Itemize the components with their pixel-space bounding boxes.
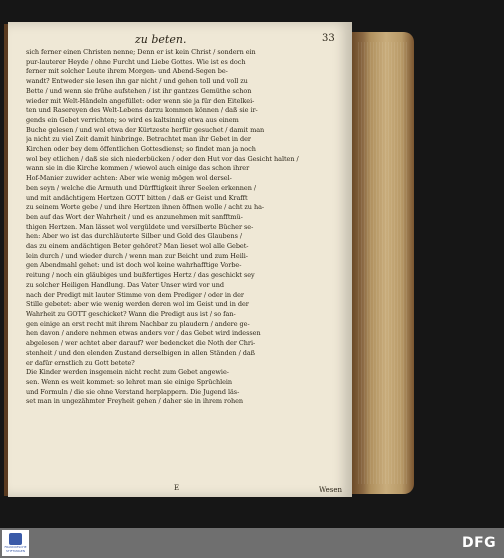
text-line: und mit andächtigem Hertzen GOTT bitten / daß er Geist und Krafft (26, 193, 248, 202)
signature-mark: E (174, 484, 180, 492)
text-line: lein durch / und wieder durch / wenn man zur Beicht und zum Heili- (26, 251, 248, 260)
text-line: Buche gelesen / und wol etwa der Kürtzeste herfür gesuchet / damit man (26, 125, 265, 134)
text-line: hen: Aber wo ist das durchläuterte Silber und Gold des Glaubens / (26, 232, 243, 241)
dfg-logo[interactable]: DFG (462, 535, 497, 551)
text-line: hen davon / andere nehmen etwas anders vor / das Gebet wird indessen (26, 329, 261, 338)
book-page-edges (352, 32, 414, 494)
text-line: das zu einem andächtigen Beter gehöret? Man lieset wol alle Gebet- (26, 242, 249, 251)
text-line: ten und Rasereyen des Welt-Lebens darzu kommen können / daß sie ir- (26, 106, 258, 115)
text-line: Die Kinder werden insgemein nicht recht zum Gebet angewie- (26, 368, 229, 377)
page-number: 33 (322, 33, 335, 44)
text-line: und Formuln / die sie ohne Verstand herplappern. Die Jugend läs- (26, 387, 240, 396)
text-line: abgelesen / wer achtet aber darauf? wer bedencket die Noth der Chri- (26, 339, 256, 348)
text-line: sich ferner einen Christen nenne; Denn er ist kein Christ / sondern ein (26, 48, 256, 56)
text-line: stenheit / und den elenden Zustand derselbigen in allen Ständen / daß (26, 348, 255, 357)
text-line: pur-lauterer Heyde / ohne Furcht und Liebe Gottes. Wie ist es doch (26, 57, 246, 66)
text-line: wol bey etlichen / daß sie sich niederbücken / oder den Hut vor das Gesicht halten / (26, 154, 299, 163)
text-line: ben auf das Wort der Wahrheit / und es anzunehmen mit sanfftmü- (26, 212, 243, 221)
text-line: nach der Predigt mit lauter Stimme von dem Prediger / oder in der (26, 290, 244, 299)
text-line: Wahrheit zu GOTT geschicket? Wann die Predigt aus ist / so fan- (26, 309, 236, 318)
text-line: reitung / noch ein gläubiges und bußfertiges Hertz / das geschickt sey (26, 271, 255, 280)
text-line: ferner mit solcher Leute ihrem Morgen- und Abend-Segen be- (26, 67, 228, 76)
text-line: er dafür ernstlich zu Gott betete? (26, 358, 135, 367)
text-line: set man in ungezähmter Freyheit gehen / daher sie in ihrem rohen (26, 397, 244, 406)
text-line: wandt? Entweder sie lesen ihn gar nicht / und gehen toll und voll zu (26, 77, 248, 86)
logo-text: FRANCKESCHE STIFTUNGEN (4, 545, 27, 553)
running-head: zu beten. (135, 33, 187, 46)
text-line: thigen Hertzen. Man lässet wol vergüldete und versilberte Bücher se- (26, 222, 254, 231)
text-line: gends ein Gebet verrichten; so wird es kaltsinnig etwa aus einem (26, 115, 239, 124)
text-line: ja nicht zu viel Zeit damit hinbringe. Betrachtet man ihr Gebet in der (26, 135, 251, 144)
text-line: wieder mit Welt-Händeln angefüllet: oder wenn sie ja für den Eitelkei- (26, 96, 255, 105)
footer-bar (0, 528, 504, 558)
institution-logo[interactable] (2, 530, 29, 556)
text-line: Hof-Manier zuwider achten: Aber wie wenig mögen wol dersel- (26, 174, 232, 183)
crest-icon (9, 533, 22, 545)
text-line: ben seyn / welche die Armuth und Dürfftigkeit ihrer Seelen erkennen / (26, 183, 256, 192)
text-line: zu seinem Worte gebe / und ihre Hertzen ihnen öffnen wolle / acht zu ha- (26, 203, 265, 212)
text-line: gen Abendmahl gehet: und ist doch wol keine wahrhafftige Vorbe- (26, 261, 242, 270)
text-line: gen einige an erst recht mit ihrem Nachbar zu plaudern / andere ge- (26, 319, 250, 328)
text-line: Stille gebetet: aber wie wenig werden deren wol im Geist und in der (26, 300, 249, 309)
text-line: zu solcher Heiligen Handlung. Das Vater Unser wird vor und (26, 280, 224, 289)
text-line: sen. Wenn es weit kommet: so lehret man sie einige Sprüchlein (26, 377, 233, 386)
text-line: wann sie in die Kirche kommen / wiewol auch einige das schon ihrer (26, 164, 250, 173)
text-line: Bette / und wenn sie frühe aufstehen / ist ihr gantzes Gemüthe schon (26, 86, 252, 95)
page-body-text (26, 48, 332, 407)
text-line: Kirchen oder bey dem öffentlichen Gottesdienst; so findet man ja noch (26, 145, 256, 154)
catchword: Wesen (319, 486, 343, 494)
